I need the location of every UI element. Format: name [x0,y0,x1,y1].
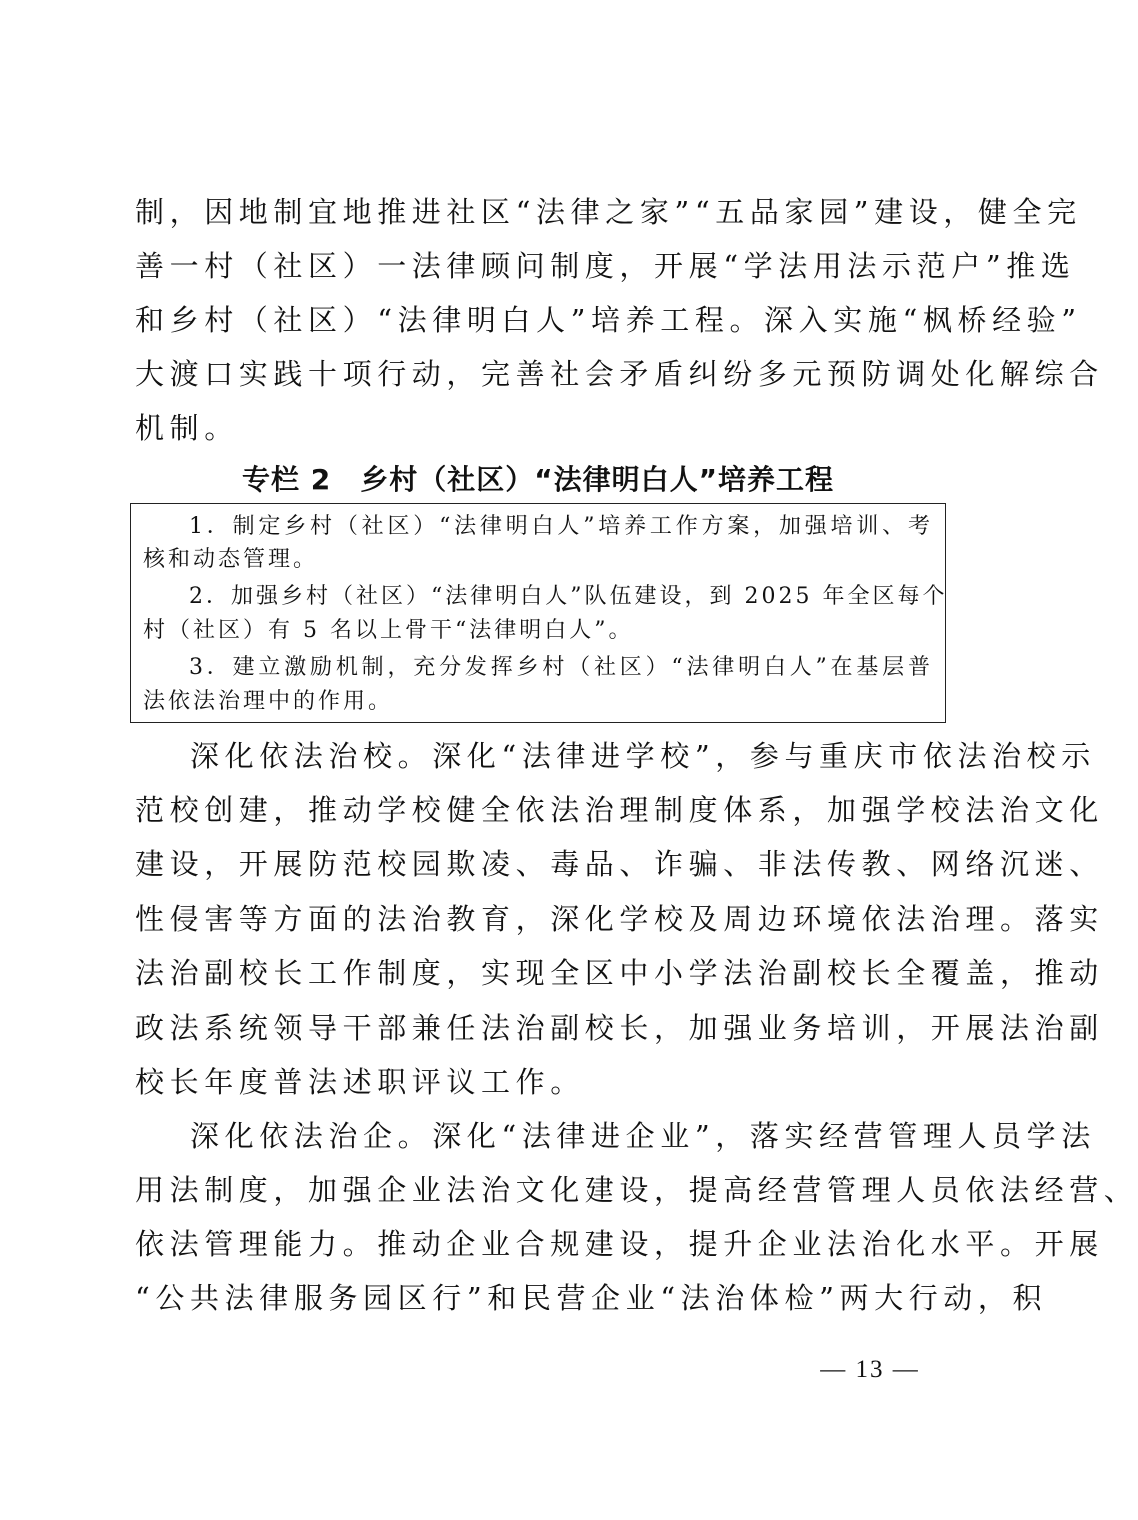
text-line: 范校创建，推动学校健全依法治理制度体系，加强学校法治文化 [135,793,1104,827]
text-line: 性侵害等方面的法治教育，深化学校及周边环境依法治理。落实 [135,902,1104,936]
text-line: 和乡村（社区）“法律明白人”培养工程。深入实施“枫桥经验” [135,303,1082,337]
text-line: 依法管理能力。推动企业合规建设，提升企业法治化水平。开展 [135,1227,1104,1261]
text-line: 用法制度，加强企业法治文化建设，提高经营管理人员依法经营、 [135,1173,1138,1207]
box-line: 核和动态管理。 [143,547,319,572]
box-line: 2．加强乡村（社区）“法律明白人”队伍建设，到 2025 年全区每个 [189,584,948,609]
box-line: 村（社区）有 5 名以上骨干“法律明白人”。 [143,618,634,643]
text-line: “公共法律服务园区行”和民营企业“法治体检”两大行动，积 [135,1281,1048,1315]
column-box [130,503,946,723]
text-line: 机制。 [135,411,239,445]
text-line: 深化依法治企。深化“法律进企业”，落实经营管理人员学法 [190,1119,1096,1153]
text-line: 善一村（社区）一法律顾问制度，开展“学法用法示范户”推选 [135,249,1076,283]
box-line: 法依法治理中的作用。 [143,689,394,714]
box-line: 1．制定乡村（社区）“法律明白人”培养工作方案，加强培训、考 [189,514,933,539]
page-number: — 13 — [820,1356,920,1383]
text-line: 校长年度普法述职评议工作。 [135,1065,585,1099]
text-line: 制，因地制宜地推进社区“法律之家”“五品家园”建设，健全完 [135,195,1082,229]
box-line: 3．建立激励机制，充分发挥乡村（社区）“法律明白人”在基层普 [189,655,933,680]
text-line: 深化依法治校。深化“法律进学校”，参与重庆市依法治校示 [190,739,1096,773]
box-title: 专栏 2 乡村（社区）“法律明白人”培养工程 [241,463,835,496]
text-line: 政法系统领导干部兼任法治副校长，加强业务培训，开展法治副 [135,1011,1104,1045]
text-line: 建设，开展防范校园欺凌、毒品、诈骗、非法传教、网络沉迷、 [135,847,1104,881]
text-line: 大渡口实践十项行动，完善社会矛盾纠纷多元预防调处化解综合 [135,357,1104,391]
text-line: 法治副校长工作制度，实现全区中小学法治副校长全覆盖，推动 [135,956,1104,990]
